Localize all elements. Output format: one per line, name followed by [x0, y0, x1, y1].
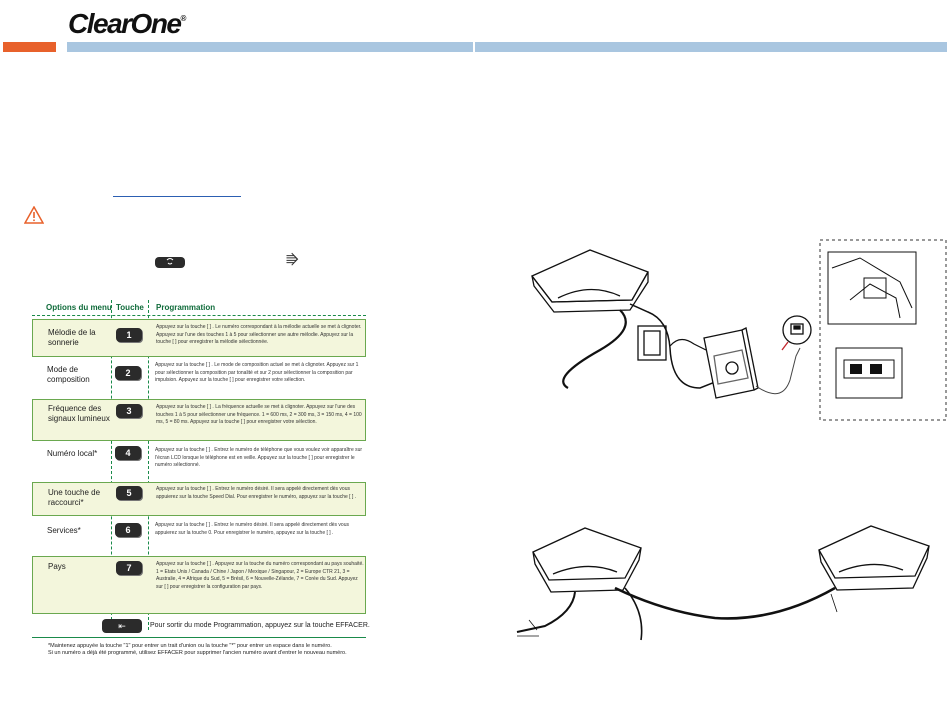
key-5-button: 5: [116, 486, 142, 500]
row-description: Appuyez sur la touche [ ] . Le numéro correspondant à la mélodie actuelle se met à clignoter. Appuyez sur l'une des touches 1 à 5 pour sélectionner une autre mélodie. Appuyez sur la touche [ ] pour enregistrer la mélodie sélectionnée.: [156, 324, 362, 346]
clearone-logo: ClearOne®: [68, 8, 187, 39]
phone-key-icon: [155, 257, 185, 268]
footer-divider: [32, 637, 366, 638]
header-accent-bar: [3, 42, 56, 52]
table-row: [32, 443, 366, 481]
key-4-button: 4: [115, 446, 141, 460]
row-description: Appuyez sur la touche [ ] . Entrez le numéro désiré. Il sera appelé directement dès vous appuierez sur la touche 0. Pour enregistrer le numéro, appuyez sur la touche [ ] .: [155, 522, 349, 536]
daisy-chain-phones-diagram: [515, 522, 947, 642]
footnote: Si un numéro a déjà été programmé, utilisez EFFACER pour supprimer l'ancien numéro avant d'entrer le nouveau numéro.: [48, 650, 347, 656]
key-3-button: 3: [116, 404, 142, 418]
row-description: Appuyez sur la touche [ ] . Entrez le numéro de téléphone que vous voulez voir apparaître sur l'écran LCD lorsque le téléphone est en veille. Appuyez sur la touche [ ] pour enregistrer le numéro sélectionné.: [155, 447, 363, 469]
row-option: Services*: [47, 526, 81, 535]
warning-icon: [24, 206, 44, 224]
key-7-button: 7: [116, 561, 142, 575]
table-row: [32, 359, 366, 399]
enter-arrow-icon: ⭆: [286, 252, 299, 268]
link-underline[interactable]: [113, 196, 241, 197]
key-1-button: 1: [116, 328, 142, 342]
table-row: [32, 319, 366, 357]
row-description: Appuyez sur la touche [ ] . Le mode de composition actuel se met à clignoter. Appuyez sur 1 pour sélectionner la composition par tonalité et sur 2 pour sélectionner la composition par impulsion. Appuyez sur la touche [ ] pour enregistrer votre sélection.: [155, 362, 359, 384]
row-description: Appuyez sur la touche [ ] . Appuyez sur la touche du numéro correspondant au pays souhaité. 1 = Etats Unis / Canada / Chine / Japon / Mexique / Singapour, 2 = Europe CTR 21, 3 = Australie, 4 = Afrique du Sud, 5 = Brésil, 6 = Nouvelle-Zélande, 7 = Corée du Sud. Appuyez sur [ ] pour enregistrer la configuration par pays.: [156, 561, 364, 590]
row-description: Appuyez sur la touche [ ] . Entrez le numéro désiré. Il sera appelé directement dès vous appuierez sur la touche Speed Dial. Pour enregistrer le numéro, appuyez sur la touche [ ] .: [156, 486, 357, 500]
row-option: Mode de composition: [47, 365, 90, 384]
clear-key-icon: ⇤: [102, 619, 142, 633]
key-2-button: 2: [115, 366, 141, 380]
col-header-programming: Programmation: [156, 303, 216, 312]
row-option: Mélodie de la sonnerie: [48, 328, 96, 347]
footnote: *Maintenez appuyée la touche "1" pour entrer un trait d'union ou la touche "*" pour entrer un espace dans le numéro.: [48, 643, 332, 649]
table-row: [32, 482, 366, 516]
col-header-options: Options du menu: [46, 303, 112, 312]
table-row: [32, 399, 366, 441]
header-divider: [32, 315, 366, 317]
exit-instruction: Pour sortir du mode Programmation, appuyez sur la touche EFFACER.: [150, 622, 370, 629]
col-header-key: Touche: [116, 303, 144, 312]
row-option: Numéro local*: [47, 449, 98, 458]
table-row: [32, 556, 366, 614]
table-row: [32, 518, 366, 554]
conference-phone-wiring-diagram: [520, 238, 950, 428]
row-option: Une touche de raccourci*: [48, 488, 101, 507]
row-option: Pays: [48, 562, 66, 571]
header-bar: [67, 42, 947, 52]
row-option: Fréquence des signaux lumineux: [48, 404, 110, 423]
row-description: Appuyez sur la touche [ ] . La fréquence actuelle se met à clignoter. Appuyez sur l'une des touches 1 à 5 pour sélectionner une fréquence. 1 = 600 ms, 2 = 300 ms, 3 = 150 ms, 4 = 100 ms, 5 = 80 ms. Appuyez sur la touche [ ] pour enregistrer votre sélection.: [156, 404, 362, 426]
key-6-button: 6: [115, 523, 141, 537]
